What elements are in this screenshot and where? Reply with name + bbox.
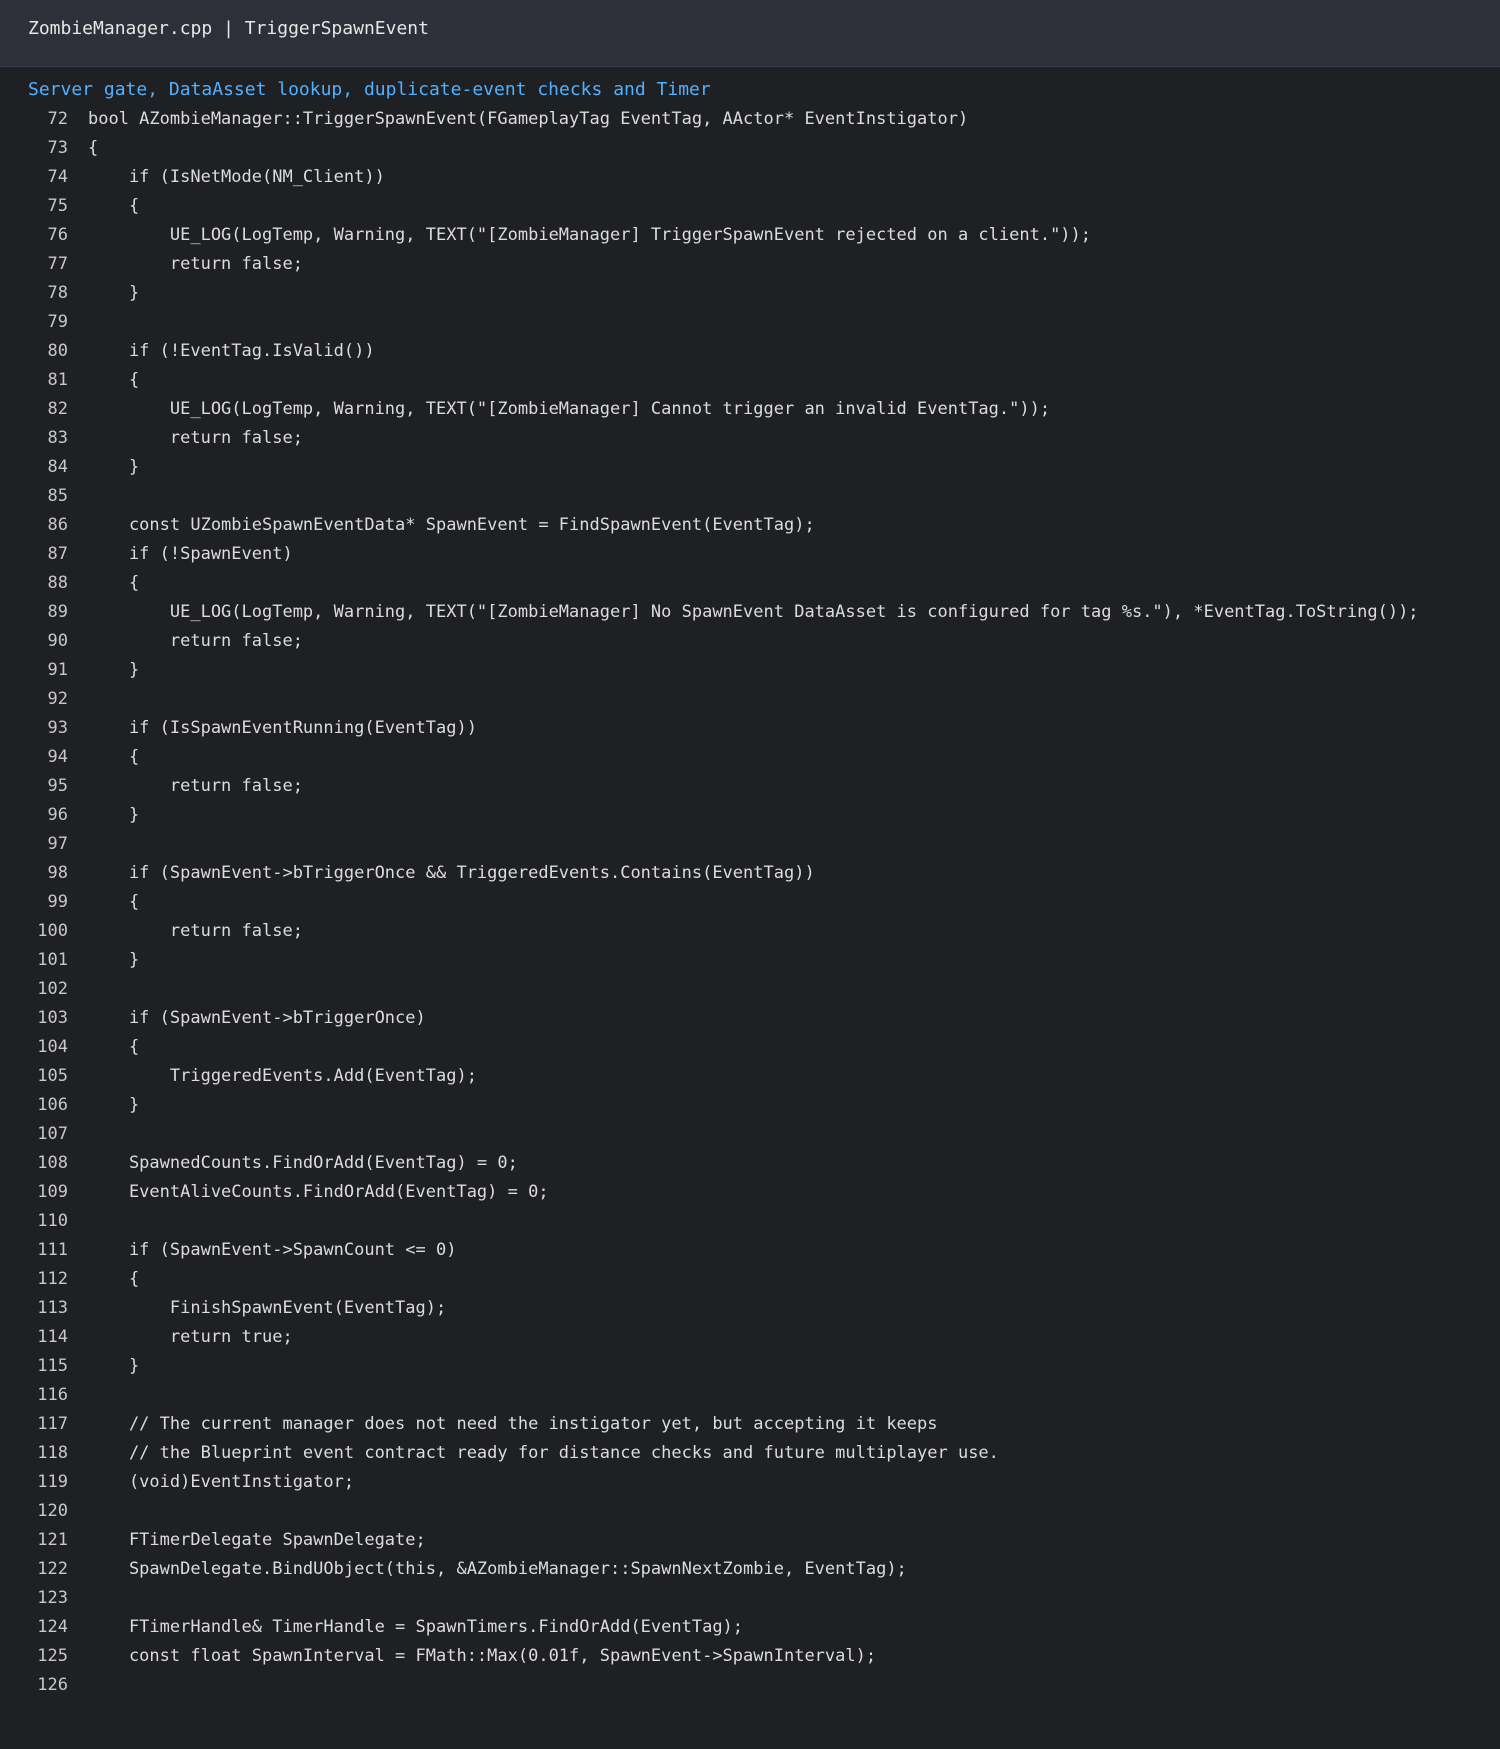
code-line [0,1526,1500,1555]
line-number: 100 [37,921,68,941]
line-number: 105 [37,1066,68,1086]
line-number: 102 [37,979,68,999]
code-text: { [88,892,140,912]
code-text: } [88,1356,140,1376]
line-number: 119 [37,1472,68,1492]
line-number: 83 [47,428,68,448]
code-text: FTimerDelegate SpawnDelegate; [88,1530,426,1550]
line-number: 108 [37,1153,68,1173]
line-number: 87 [47,544,68,564]
line-number: 82 [47,399,68,419]
code-text: } [88,1095,140,1115]
code-line [0,1671,1500,1700]
code-line [0,1294,1500,1323]
line-number: 101 [37,950,68,970]
code-line [0,1497,1500,1526]
code-line [0,685,1500,714]
code-line [0,1584,1500,1613]
code-text: FinishSpawnEvent(EventTag); [88,1298,447,1318]
code-line [0,801,1500,830]
code-line [0,540,1500,569]
line-number: 112 [37,1269,68,1289]
code-line [0,1381,1500,1410]
line-number: 103 [37,1008,68,1028]
code-line [0,163,1500,192]
code-text: return false; [88,631,303,651]
code-line [0,1555,1500,1584]
code-line [0,366,1500,395]
code-text: const UZombieSpawnEventData* SpawnEvent = FindSpawnEvent(EventTag); [88,515,815,535]
code-line [0,1004,1500,1033]
line-number: 111 [37,1240,68,1260]
code-line [0,1410,1500,1439]
line-number: 85 [47,486,68,506]
section-title: Server gate, DataAsset lookup, duplicate-event checks and Timer [28,79,711,100]
code-text: { [88,1269,140,1289]
code-line [0,308,1500,337]
line-number: 79 [47,312,68,332]
code-line [0,1265,1500,1294]
code-text: { [88,196,140,216]
code-text: } [88,660,140,680]
line-number: 118 [37,1443,68,1463]
code-text: TriggeredEvents.Add(EventTag); [88,1066,477,1086]
line-number: 104 [37,1037,68,1057]
code-line [0,830,1500,859]
line-number: 123 [37,1588,68,1608]
code-text: bool AZombieManager::TriggerSpawnEvent(FGameplayTag EventTag, AActor* EventInstigator) [88,109,969,129]
line-number: 92 [47,689,68,709]
line-number: 113 [37,1298,68,1318]
code-line [0,1613,1500,1642]
line-number: 124 [37,1617,68,1637]
code-text: { [88,573,140,593]
code-line [0,192,1500,221]
code-line [0,511,1500,540]
code-line [0,337,1500,366]
code-line [0,1642,1500,1671]
code-line [0,279,1500,308]
code-text: { [88,370,140,390]
code-line [0,1352,1500,1381]
code-line [0,250,1500,279]
code-line [0,453,1500,482]
code-text: } [88,950,140,970]
line-number: 117 [37,1414,68,1434]
line-number: 106 [37,1095,68,1115]
code-text: { [88,747,140,767]
code-line [0,859,1500,888]
code-text: SpawnDelegate.BindUObject(this, &AZombieManager::SpawnNextZombie, EventTag); [88,1559,907,1579]
line-number: 120 [37,1501,68,1521]
line-number: 116 [37,1385,68,1405]
line-number: 122 [37,1559,68,1579]
code-text: (void)EventInstigator; [88,1472,355,1492]
code-line [0,424,1500,453]
line-number: 80 [47,341,68,361]
line-number: 86 [47,515,68,535]
code-line [0,1149,1500,1178]
code-text: return false; [88,921,303,941]
code-text: } [88,805,140,825]
line-number: 125 [37,1646,68,1666]
code-text: return false; [88,428,303,448]
code-line [0,656,1500,685]
code-text: if (IsNetMode(NM_Client)) [88,167,385,187]
code-line [0,134,1500,163]
code-text: EventAliveCounts.FindOrAdd(EventTag) = 0; [88,1182,549,1202]
code-text: { [88,138,99,158]
line-number: 114 [37,1327,68,1347]
code-text: } [88,457,140,477]
line-number: 110 [37,1211,68,1231]
code-text: return true; [88,1327,293,1347]
code-header [0,0,1500,67]
code-text: if (SpawnEvent->bTriggerOnce) [88,1008,426,1028]
line-number: 81 [47,370,68,390]
code-text: const float SpawnInterval = FMath::Max(0.01f, SpawnEvent->SpawnInterval); [88,1646,877,1666]
code-text: return false; [88,254,303,274]
code-line [0,1120,1500,1149]
code-text: { [88,1037,140,1057]
code-line [0,917,1500,946]
line-number: 97 [47,834,68,854]
code-text: UE_LOG(LogTemp, Warning, TEXT("[ZombieManager] Cannot trigger an invalid EventTag.")); [88,399,1051,419]
code-text: return false; [88,776,303,796]
code-line [0,627,1500,656]
line-number: 84 [47,457,68,477]
code-line [0,1062,1500,1091]
code-line [0,975,1500,1004]
code-line [0,946,1500,975]
line-number: 107 [37,1124,68,1144]
code-text: if (!SpawnEvent) [88,544,293,564]
code-line [0,1236,1500,1265]
code-line [0,1033,1500,1062]
line-number: 93 [47,718,68,738]
line-number: 94 [47,747,68,767]
code-text: // The current manager does not need the instigator yet, but accepting it keeps [88,1414,938,1434]
line-number: 91 [47,660,68,680]
code-text: UE_LOG(LogTemp, Warning, TEXT("[ZombieManager] TriggerSpawnEvent rejected on a client.")); [88,225,1092,245]
code-text: if (SpawnEvent->SpawnCount <= 0) [88,1240,457,1260]
code-line [0,1207,1500,1236]
code-text: } [88,283,140,303]
code-text: SpawnedCounts.FindOrAdd(EventTag) = 0; [88,1153,518,1173]
code-line [0,598,1500,627]
line-number: 74 [47,167,68,187]
line-number: 77 [47,254,68,274]
code-line [0,105,1500,134]
line-number: 89 [47,602,68,622]
code-text: // the Blueprint event contract ready for distance checks and future multiplayer use. [88,1443,999,1463]
line-number: 73 [47,138,68,158]
line-number: 98 [47,863,68,883]
line-number: 121 [37,1530,68,1550]
code-text: UE_LOG(LogTemp, Warning, TEXT("[ZombieManager] No SpawnEvent DataAsset is configured for tag %s."), *EventTag.ToString()); [88,602,1419,622]
code-line [0,1468,1500,1497]
line-number: 72 [47,109,68,129]
code-block [0,105,1500,1700]
code-line [0,482,1500,511]
code-line [0,1178,1500,1207]
code-text: if (SpawnEvent->bTriggerOnce && TriggeredEvents.Contains(EventTag)) [88,863,815,883]
line-number: 126 [37,1675,68,1695]
code-line [0,772,1500,801]
code-line [0,1439,1500,1468]
line-number: 96 [47,805,68,825]
line-number: 78 [47,283,68,303]
file-title: ZombieManager.cpp | TriggerSpawnEvent [28,18,429,39]
line-number: 88 [47,573,68,593]
code-line [0,569,1500,598]
line-number: 76 [47,225,68,245]
code-line [0,888,1500,917]
line-number: 115 [37,1356,68,1376]
code-line [0,743,1500,772]
code-text: if (!EventTag.IsValid()) [88,341,375,361]
code-line [0,714,1500,743]
line-number: 90 [47,631,68,651]
code-text: if (IsSpawnEventRunning(EventTag)) [88,718,477,738]
line-number: 99 [47,892,68,912]
code-text: FTimerHandle& TimerHandle = SpawnTimers.FindOrAdd(EventTag); [88,1617,744,1637]
code-line [0,221,1500,250]
code-line [0,1091,1500,1120]
line-number: 75 [47,196,68,216]
line-number: 95 [47,776,68,796]
code-line [0,1323,1500,1352]
line-number: 109 [37,1182,68,1202]
code-line [0,395,1500,424]
